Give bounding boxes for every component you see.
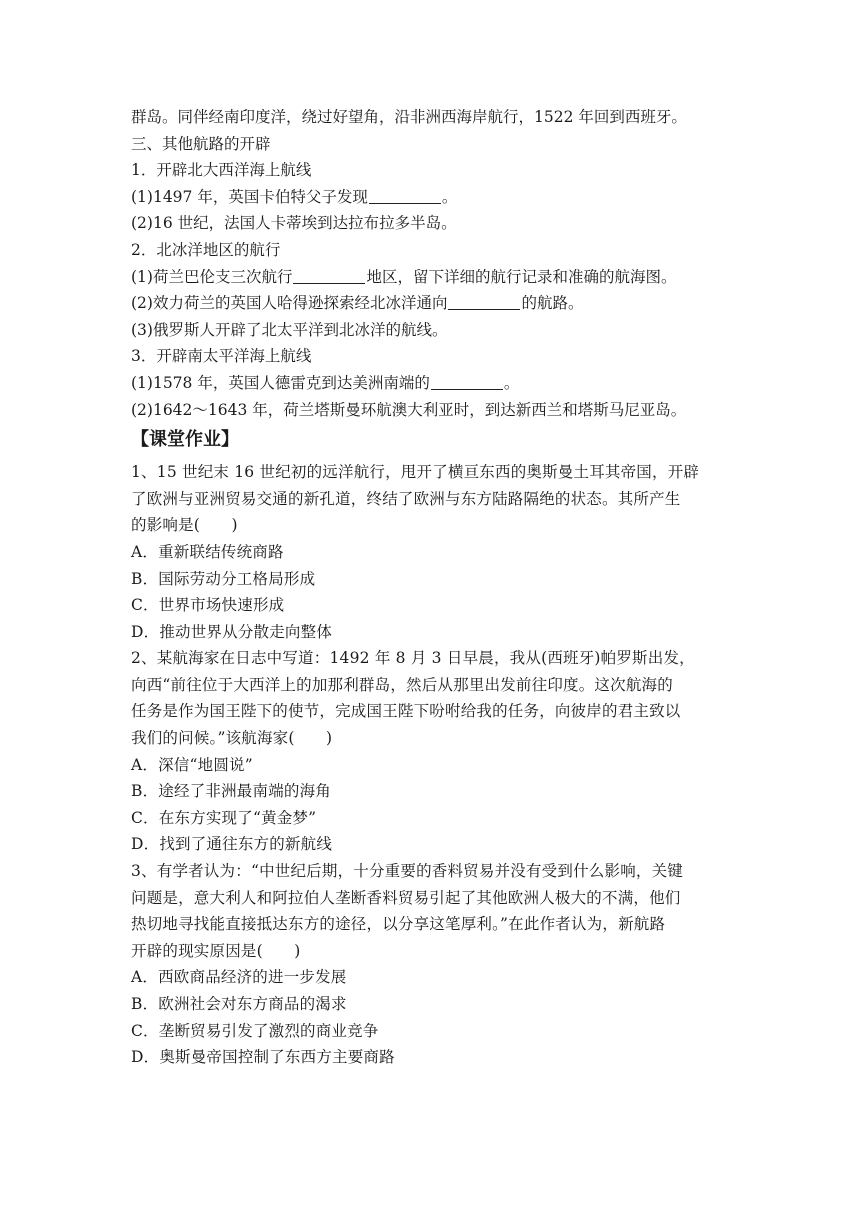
- question-2: [131, 645, 771, 858]
- option-d[interactable]: D．奥斯曼帝国控制了东西方主要商路: [131, 1048, 395, 1067]
- text-line: (2)16 世纪，法国人卡蒂埃到达拉布拉多半岛。: [131, 214, 457, 233]
- question-3: [131, 858, 771, 1071]
- answer-blank[interactable]: [448, 291, 520, 310]
- text-segment: 。: [503, 373, 520, 392]
- option-c[interactable]: C．世界市场快速形成: [131, 596, 285, 615]
- option-b[interactable]: B．国际劳动分工格局形成: [131, 569, 316, 588]
- option-b[interactable]: B．途经了非洲最南端的海角: [131, 782, 331, 801]
- question-1: [131, 459, 771, 645]
- question-text-line: 3、有学者认为：“中世纪后期，十分重要的香料贸易并没有受到什么影响，关键: [131, 862, 683, 881]
- subsection-title: 3．开辟南太平洋海上航线: [131, 347, 312, 366]
- answer-blank[interactable]: [369, 185, 441, 204]
- text-line: (3)俄罗斯人开辟了北太平洋到北冰洋的航线。: [131, 320, 448, 339]
- fill-in-line: [131, 264, 771, 291]
- question-text-line: 的影响是( ): [131, 516, 238, 535]
- option-a[interactable]: A．西欧商品经济的进一步发展: [131, 968, 347, 987]
- question-text-line: 我们的问候。”该航海家( ): [131, 729, 333, 748]
- option-c[interactable]: C．在东方实现了“黄金梦”: [131, 808, 317, 827]
- question-text-line: 热切地寻找能直接抵达东方的途径，以分享这笔厚利。”在此作者认为，新航路: [131, 915, 666, 934]
- homework-heading: 【课堂作业】: [131, 429, 239, 451]
- answer-blank[interactable]: [431, 371, 503, 390]
- text-segment: (1)荷兰巴伦支三次航行: [131, 267, 293, 286]
- text-segment: 地区，留下详细的航行记录和准确的航海图。: [366, 267, 677, 286]
- question-text-line: 2、某航海家在日志中写道：1492 年 8 月 3 日早晨，我从(西班牙)帕罗斯出发，: [131, 649, 695, 668]
- subsection-title: 1．开辟北大西洋海上航线: [131, 161, 312, 180]
- option-a[interactable]: A．重新联结传统商路: [131, 542, 284, 561]
- option-a[interactable]: A．深信“地圆说”: [131, 755, 253, 774]
- option-d[interactable]: D．找到了通往东方的新航线: [131, 835, 333, 854]
- fill-in-line: [131, 290, 771, 317]
- question-text-line: 开辟的现实原因是( ): [131, 941, 301, 960]
- text-segment: 的航路。: [521, 294, 584, 313]
- text-segment: (1)1497 年，英国卡伯特父子发现: [131, 187, 368, 206]
- question-text-line: 了欧洲与亚洲贸易交通的新孔道，终结了欧洲与东方陆路隔绝的状态。其所产生: [131, 489, 681, 508]
- text-segment: 。: [441, 187, 458, 206]
- subsection-title: 2．北冰洋地区的航行: [131, 240, 281, 259]
- answer-blank[interactable]: [293, 265, 365, 284]
- document-content: [131, 104, 771, 1071]
- question-text-line: 向西“前往位于大西洋上的加那利群岛，然后从那里出发前往印度。这次航海的: [131, 675, 673, 694]
- text-line: 群岛。同伴经南印度洋，绕过好望角，沿非洲西海岸航行，1522 年回到西班牙。: [131, 108, 687, 126]
- text-segment: (1)1578 年，英国人德雷克到达美洲南端的: [131, 373, 430, 392]
- question-text-line: 任务是作为国王陛下的使节，完成国王陛下吩咐给我的任务，向彼岸的君主致以: [131, 702, 681, 721]
- text-segment: (2)效力荷兰的英国人哈得逊探索经北冰洋通向: [131, 294, 448, 313]
- option-c[interactable]: C．垄断贸易引发了激烈的商业竞争: [131, 1021, 379, 1040]
- question-text-line: 1、15 世纪末 16 世纪初的远洋航行，甩开了横亘东西的奥斯曼土耳其帝国，开辟: [131, 463, 700, 482]
- fill-in-line: [131, 184, 771, 211]
- question-text-line: 问题是，意大利人和阿拉伯人垄断香料贸易引起了其他欧洲人极大的不满，他们: [131, 888, 681, 907]
- section-heading: 三、其他航路的开辟: [131, 134, 271, 153]
- fill-in-line: [131, 370, 771, 397]
- option-d[interactable]: D．推动世界从分散走向整体: [131, 622, 333, 641]
- text-line: (2)1642～1643 年，荷兰塔斯曼环航澳大利亚时，到达新西兰和塔斯马尼亚岛。: [131, 400, 687, 419]
- option-b[interactable]: B．欧洲社会对东方商品的渴求: [131, 995, 347, 1013]
